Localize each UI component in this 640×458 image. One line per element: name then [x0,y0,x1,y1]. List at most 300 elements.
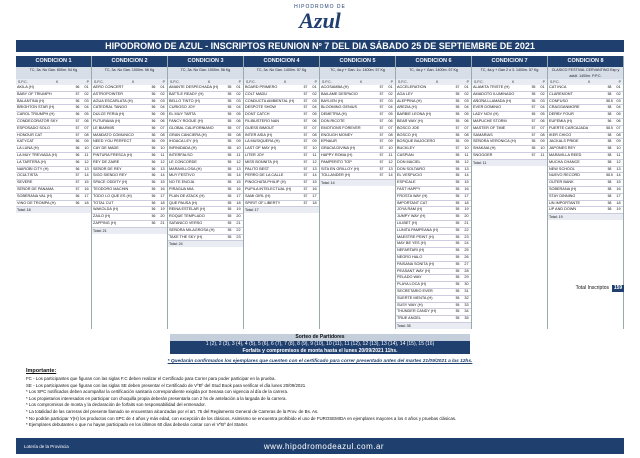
horse-weight: 58 [607,112,612,117]
table-row [396,167,471,174]
race-total: Total: 14 [320,180,395,186]
horse-weight: 57 [303,146,308,151]
horse-number: 15 [84,180,89,185]
horse-weight: 57 [303,193,308,198]
horse-name: LA LUNA (H) [17,146,39,151]
horse-name: TODO LO QUE ES (H) [93,193,132,198]
horse-number: 04 [84,105,89,110]
horse-weight: 57 [75,125,80,130]
horse-number: 06 [160,118,165,123]
horse-number: 05 [160,112,165,117]
horse-weight: 55 [455,227,460,232]
horse-name: SITA EN GRILLOY (H) [321,166,360,171]
table-row [472,92,547,99]
horse-number: 10 [84,146,89,151]
table-row [396,133,471,140]
horse-number: 11 [464,152,469,157]
horse-number: 12 [616,159,621,164]
horse-weight: 58 [607,186,612,191]
horse-weight: 55 [455,207,460,212]
table-row [396,207,471,214]
horse-weight: 57 [379,98,384,103]
horse-number: 14 [236,173,241,178]
horse-number: 02 [160,91,165,96]
horse-number: 15 [312,180,317,185]
race-heading: CONDICION 1 [16,56,91,67]
race-conditions: TC, 4a.y + Gan. 1400m. 57 Kg [396,67,471,79]
table-row [320,92,395,99]
horse-weight: 56 [151,186,156,191]
horse-name: JACKALS PRIDE [549,139,579,144]
table-row [92,99,167,106]
horse-number: 25 [464,248,469,253]
table-row [548,153,623,160]
horse-number: 06 [84,118,89,123]
horse-name: AÑOÑA LLAMADA (H) [473,98,512,103]
table-row [92,153,167,160]
horse-weight: 56 [151,152,156,157]
table-row [168,112,243,119]
horse-number: 01 [312,85,317,89]
table-row [16,173,91,180]
table-row [396,99,471,106]
horse-number: 16 [160,186,165,191]
important-line: SE - Los participantes que figuran con las siglas SE deben presentar el Certificado de VºBº del Stud Book para verificar el día lunes 20/09/2021 [26,382,306,388]
horse-number: 06 [616,118,621,123]
column-header: S.P.C. [246,80,256,84]
table-row [16,139,91,146]
horse-number: 07 [312,125,317,130]
race-conditions: TC, 3a. No Gan. 800m. 54 Kg [16,67,91,79]
horse-name: MARAVILLOSA (H) [169,166,202,171]
horse-number: 15 [236,180,241,185]
horse-weight: 55 [227,186,232,191]
horse-weight: 56 [75,146,80,151]
horse-weight: 55 [455,98,460,103]
horse-number: 03 [464,98,469,103]
table-row [396,105,471,112]
horse-weight: 55 [455,112,460,117]
table-row [168,92,243,99]
horse-weight: 55 [531,146,536,151]
horse-weight: 55 [531,91,536,96]
horse-weight: 57 [75,180,80,185]
horse-weight: 58 [607,146,612,151]
horse-number: 14 [388,173,393,178]
race-heading: CONDICION 7 [472,56,547,67]
horse-number: 14 [160,173,165,178]
horse-weight: 57 [303,91,308,96]
horse-name: EVER DOMINIO [473,105,502,110]
table-row [244,201,319,208]
important-line: * Los compromisos de monta y la declaración de forfaits son responsabilidad del entrenador. [26,402,206,408]
horse-weight: 55 [455,248,460,253]
horse-number: 11 [616,152,621,157]
horse-number: 02 [388,91,393,96]
table-row [92,92,167,99]
column-header: S.P.C. [322,80,332,84]
horse-number: 22 [464,227,469,232]
horse-number: 07 [464,125,469,130]
important-line: * Los SPC notificados deben acompañar la certificación sanitaria correspondiente exigida por Senasa con vigencia al día de la carrera. [26,389,289,395]
horse-weight: 56 [75,159,80,164]
total-inscriptos [556,285,624,292]
race-column [92,56,168,329]
column-header: S.P.C. [94,80,104,84]
horse-number: 10 [312,146,317,151]
table-row [16,201,91,208]
horse-weight: 57 [303,105,308,110]
horse-number: 04 [312,105,317,110]
horse-weight: 55 [227,220,232,225]
table-row [244,99,319,106]
horse-number: 09 [236,139,241,144]
horse-number: 10 [616,146,621,151]
horse-weight: 58.5 [606,125,613,130]
horse-name: FROSTA WAY (H) [397,193,428,198]
table-row [16,133,91,140]
table-row [320,126,395,133]
horse-name: ROQUE TEMPLADO [169,214,205,219]
table-row [320,133,395,140]
logo-text: Azul [299,8,341,33]
table-row [168,214,243,221]
column-header: K [207,80,211,84]
horse-name: CONFUSO [549,98,568,103]
column-header: K [283,80,287,84]
horse-weight: 56 [151,166,156,171]
horse-weight: 57 [303,152,308,157]
horse-weight: 57 [379,125,384,130]
horse-weight: 56 [151,112,156,117]
horse-name: TEODORO MACHIN [93,186,129,191]
horse-weight: 57 [303,98,308,103]
horse-number: 08 [236,132,241,137]
race-column [168,56,244,329]
horse-name: DON MACIEL [397,159,421,164]
horse-number: 08 [160,132,165,137]
race-column [244,56,320,329]
horse-name: LAST OF MAY (H) [245,146,277,151]
table-row [16,85,91,92]
horse-number: 05 [616,112,621,117]
table-row [396,303,471,310]
horse-number: 02 [236,91,241,96]
horse-number: 18 [464,200,469,205]
horse-name: SPACE ODDITY (H) [93,180,128,185]
horse-name: BAILAME DESPACIO [321,91,358,96]
table-row [320,173,395,180]
horse-number: 17 [84,193,89,198]
horse-name: MAESTRE PEINT (H) [397,234,434,239]
horse-weight: 57 [379,132,384,137]
table-row [396,214,471,221]
horse-number: 10 [464,146,469,151]
column-header: K [435,80,439,84]
horse-number: 12 [312,159,317,164]
horse-weight: 57 [379,146,384,151]
table-row [16,99,91,106]
horse-weight: 57 [303,85,308,89]
table-row [16,187,91,194]
horse-name: ACCELERATION [397,85,427,89]
horse-weight: 57 [531,132,536,137]
footer-url[interactable]: www.hipodromodeazul.com.ar [263,441,385,451]
table-row [396,201,471,208]
horse-name: BRIGHTON STAR (H) [17,105,55,110]
table-row [320,119,395,126]
sorteo-partidores [170,334,470,354]
horse-name: MISS BONNITA (H) [245,159,279,164]
horse-name: BOSCO JOE [397,125,420,130]
table-row [244,119,319,126]
horse-number: 27 [464,261,469,266]
horse-weight: 58 [607,152,612,157]
horse-name: OUTER BANK [549,180,574,185]
horse-name: THUNDER CANDY (H) [397,309,437,314]
table-row [168,126,243,133]
horse-weight: 56 [151,220,156,225]
table-row [320,85,395,92]
horse-name: UN IMPORTANTE [549,200,581,205]
horse-number: 05 [388,112,393,117]
horse-name: NEFARTARI (H) [397,248,425,253]
horse-weight: 55 [455,180,460,185]
horse-name: DESPOTE SHOW [245,105,277,110]
table-row [244,153,319,160]
horse-number: 10 [540,146,545,151]
horse-number: 01 [236,85,241,89]
horse-number: 18 [616,200,621,205]
horse-name: IHOACA LEY (H) [169,139,198,144]
horse-name: PLAN DE ATACK (H) [169,193,205,198]
horse-weight: 56 [151,91,156,96]
horse-name: FILIBUSTERO NAN [245,118,279,123]
horse-number: 08 [84,132,89,137]
horse-name: CONDUCTA AMBIENTAL (H) [245,98,295,103]
horse-weight: 55 [227,112,232,117]
horse-number: 04 [540,105,545,110]
table-row [396,228,471,235]
horse-weight: 57 [379,118,384,123]
table-row [92,167,167,174]
table-row [548,85,623,92]
horse-number: 34 [464,309,469,314]
horse-number: 15 [160,180,165,185]
horse-weight: 56 [151,85,156,89]
horse-number: 16 [312,186,317,191]
horse-number: 35 [464,316,469,321]
horse-weight: 55 [227,146,232,151]
horse-name: TOTAL CUT [93,200,114,205]
horse-name: BLOOMING GENIUS [321,105,358,110]
table-row [548,201,623,208]
horse-number: 21 [236,220,241,225]
horse-name: STAY DINNING [549,193,576,198]
column-header: S.P.C. [474,80,484,84]
horse-name: INTER ASIA (H) [245,132,273,137]
horse-weight: 55 [455,254,460,259]
horse-weight: 55 [455,220,460,225]
horse-number: 07 [236,125,241,130]
column-header: P [466,80,469,84]
race-column [320,56,396,329]
race-column [396,56,472,329]
column-header: K [587,80,591,84]
horse-weight: 55 [455,152,460,157]
horse-name: GLOBAL CALIFORNIANO [169,125,214,130]
table-row [244,85,319,92]
horse-name: SPIRIT OF LIBERTY [245,200,281,205]
horse-weight: 56 [75,98,80,103]
horse-weight: 56 [75,193,80,198]
table-row [396,241,471,248]
horse-name: DON SOLTAIRO [397,166,426,171]
horse-number: 09 [540,139,545,144]
horse-name: UP AND DOWN [549,207,577,212]
horse-number: 17 [312,193,317,198]
table-row [472,126,547,133]
horse-weight: 55 [227,91,232,96]
column-header: P [314,80,317,84]
horse-number: 01 [388,85,393,89]
table-row [16,112,91,119]
horse-name: PEASANT WAY (H) [397,268,431,273]
horse-name: GRACIA DIVINA (H) [321,146,356,151]
column-header: K [55,80,59,84]
table-row [92,119,167,126]
horse-number: 11 [84,152,89,157]
horse-number: 17 [616,193,621,198]
horse-name: CATEDRAL TANGO [93,105,128,110]
horse-weight: 55 [227,227,232,232]
horse-number: 08 [540,132,545,137]
race-conditions: TC, 3a. No Gan. 1000m. 56 Kg [92,67,167,79]
horse-weight: 57 [75,132,80,137]
horse-number: 13 [388,166,393,171]
horse-number: 11 [540,152,545,157]
table-row [548,92,623,99]
table-row [168,99,243,106]
table-row [16,153,91,160]
horse-weight: 58 [607,200,612,205]
horse-name: SUERTE MENTA (H) [397,295,433,300]
horse-number: 07 [540,125,545,130]
table-row [548,139,623,146]
horse-name: MUY FESTIVO [169,173,195,178]
table-row [168,221,243,228]
table-row [168,167,243,174]
horse-name: SECRETARIO EVER [397,288,433,293]
horse-number: 12 [84,159,89,164]
horse-number: 09 [388,139,393,144]
table-row [244,173,319,180]
horse-number: 15 [464,180,469,185]
table-row [92,85,167,92]
table-row [168,194,243,201]
table-row [396,282,471,289]
horse-number: 04 [464,105,469,110]
horse-name: EPNAUR [321,139,337,144]
horse-weight: 55 [455,139,460,144]
important-line: FC - Los participantes que figuran con las siglas F.C deben realizar el Certificado para Correr para poder participar en la prueba. [26,376,276,381]
horse-number: 18 [160,200,165,205]
horse-weight: 55 [227,214,232,219]
table-row [396,112,471,119]
horse-number: 01 [540,85,545,89]
horse-weight: 55 [455,173,460,178]
column-header: S.P.C. [398,80,408,84]
sorteo-title: Sorteo de Partidores [170,334,470,341]
race-heading: CONDICION 5 [320,56,395,67]
horse-number: 19 [464,207,469,212]
horse-number: 13 [616,166,621,171]
horse-weight: 55 [531,139,536,144]
table-row [168,105,243,112]
horse-number: 22 [236,227,241,232]
column-header: P [542,80,545,84]
horse-weight: 57 [303,125,308,130]
horse-name: IKER CHICO [549,132,572,137]
horse-number: 14 [616,173,621,178]
horse-number: 04 [616,105,621,110]
horse-weight: 56 [151,214,156,219]
table-row [16,160,91,167]
horse-weight: 56 [151,98,156,103]
race-conditions: TC, 3a. No Gan. 1400m. 57 Kg [244,67,319,79]
horse-name: BOSCO (H) [397,132,418,137]
horse-number: 03 [160,98,165,103]
horse-weight: 58 [607,139,612,144]
table-row [244,194,319,201]
race-total: Total: 24 [168,241,243,247]
table-row [396,173,471,180]
horse-number: 07 [616,125,621,130]
horse-weight: 55 [227,105,232,110]
horse-name: HONOUR CAT [17,132,43,137]
horse-name: CAY DE MADE [93,146,119,151]
race-heading: CONDICION 4 [244,56,319,67]
horse-name: EL MUY TARTA [169,112,196,117]
table-row [168,85,243,92]
horse-name: COLT MADU [245,91,268,96]
horse-name: VINO DE TROMPA (H) [17,200,56,205]
race-conditions: TC, 4a.y + Gan. 1o. 1400m. 57 Kg [320,67,395,79]
horse-weight: 58 [607,132,612,137]
race-total: Total: 11 [472,160,547,166]
horse-name: DON RICOTE [321,118,345,123]
table-row [396,221,471,228]
horse-number: 08 [464,132,469,137]
horse-name: MANDATO COMUNICO [93,132,134,137]
horse-number: 09 [464,139,469,144]
table-row [92,139,167,146]
horse-name: PLAYA LOCA (H) [397,282,426,287]
table-row [396,289,471,296]
horse-weight: 57 [379,159,384,164]
race-total: Total: 18 [16,207,91,213]
horse-name: PAMPERITO TOP [321,159,352,164]
horse-weight: 57 [455,85,460,89]
table-row [92,207,167,214]
horse-name: AGUA ESCARLATA (H) [93,98,133,103]
horse-name: IMPORTANT CAT [397,200,428,205]
horse-weight: 55 [455,118,460,123]
horse-weight: 57 [303,112,308,117]
horse-number: 03 [388,98,393,103]
horse-name: NEGRO HALO [397,254,423,259]
horse-number: 19 [160,207,165,212]
